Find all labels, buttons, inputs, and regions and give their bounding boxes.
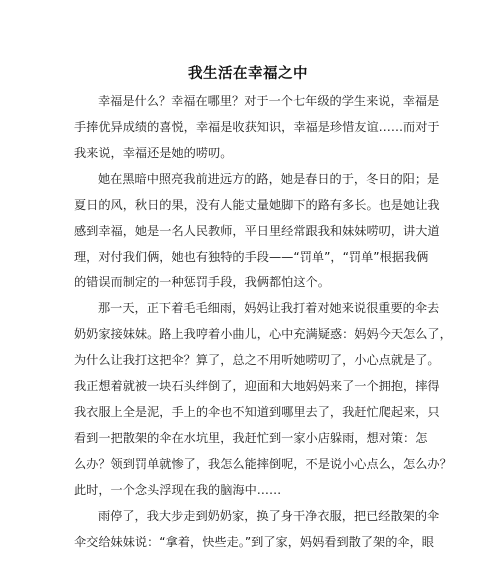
- paragraph-3-line-4: 我正想着就被一块石头绊倒了，迎面和大地妈妈来了一个拥抱，摔得: [74, 379, 440, 393]
- paragraph-2-line-2: 夏日的风，秋日的果，没有人能丈量她脚下的路有多长。也是她让我: [74, 198, 440, 212]
- paragraph-4-line-1: 雨停了，我大步走到奶奶家，换了身干净衣服，把已经散架的伞: [98, 509, 440, 523]
- paragraph-4-line-2: 伞交给妹妹说：“拿着，快些走。”到了家，妈妈看到散了架的伞，眼: [74, 535, 434, 549]
- paragraph-3-line-8: 此时，一个念头浮现在我的脑海中……: [74, 483, 282, 497]
- paragraph-2-line-5: 的错误而制定的一种惩罚手段，我俩都怕这个。: [74, 275, 330, 289]
- paragraph-1-line-1: 幸福是什么？幸福在哪里？对于一个七年级的学生来说，幸福是: [98, 94, 440, 108]
- paragraph-2-line-1: 她在黑暗中照亮我前进远方的路，她是春日的于，冬日的阳；是: [98, 172, 440, 186]
- paragraph-2-line-3: 感到幸福，她是一名人民教师，平日里经常跟我和妹妹唠叨，讲大道: [74, 224, 440, 238]
- document-title: 我生活在幸福之中: [188, 66, 308, 82]
- paragraph-1-line-2: 手捧优异成绩的喜悦，幸福是收获知识，幸福是珍惜友谊……而对于: [74, 120, 440, 134]
- paragraph-3-line-7: 么办？领到罚单就惨了，我怎么能摔倒呢，不是说小心点么，怎么办？: [74, 457, 452, 471]
- paragraph-1-line-3: 我来说，幸福还是她的唠叨。: [74, 146, 233, 160]
- paragraph-2-line-4: 理，对付我们俩，她也有独特的手段——“罚单”，“罚单”根据我俩: [74, 250, 429, 264]
- paragraph-3-line-2: 奶奶家接妹妹。路上我哼着小曲儿，心中充满疑惑：妈妈今天怎么了，: [74, 327, 452, 341]
- paragraph-3-line-6: 看到一把散架的伞在水坑里，我赶忙到一家小店躲雨，想对策：怎: [74, 431, 428, 445]
- paragraph-3-line-1: 那一天，正下着毛毛细雨，妈妈让我打着对她来说很重要的伞去: [98, 301, 440, 315]
- paragraph-3-line-3: 为什么让我打这把伞？算了，总之不用听她唠叨了，小心点就是了。: [74, 353, 440, 367]
- paragraph-3-line-5: 我衣服上全是泥，手上的伞也不知道到哪里去了，我赶忙爬起来，只: [74, 405, 440, 419]
